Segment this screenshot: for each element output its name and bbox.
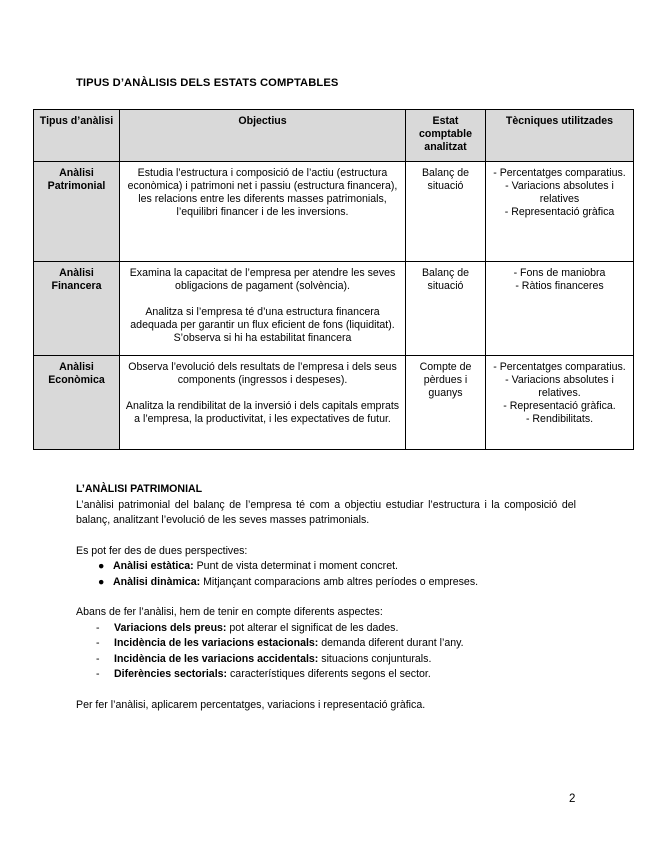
perspective-text: Punt de vista determinat i moment concret.: [193, 560, 398, 572]
objective-text: Analitza si l’empresa té d’una estructura financera adequada per garantir un flux eficient de fons (liquiditat). S’observa si hi ha estabilitat financera: [130, 306, 395, 344]
analysis-types-table: [33, 109, 634, 450]
row-techniques: [486, 262, 634, 356]
row-type: Anàlisi Patrimonial: [34, 162, 120, 262]
header-type: Tipus d’anàlisi: [34, 110, 120, 162]
list-item: [76, 667, 576, 683]
row-statement: Compte de pèrdues i guanys: [406, 356, 486, 450]
technique-item: - Ràtios financeres: [515, 280, 604, 292]
perspectives-intro: Es pot fer des de dues perspectives:: [76, 544, 248, 557]
header-techniques: Tècniques utilitzades: [486, 110, 634, 162]
table-row: [34, 162, 634, 262]
list-item: [76, 575, 576, 591]
row-objectives: [120, 162, 406, 262]
perspectives-list: [76, 559, 576, 590]
row-techniques: [486, 356, 634, 450]
technique-item: - Fons de maniobra: [513, 267, 606, 279]
aspect-text: característiques diferents segons el sector.: [227, 668, 431, 680]
list-item: [76, 621, 576, 637]
bullet-icon: ●: [98, 560, 105, 572]
objective-text: Examina la capacitat de l’empresa per atendre les seves obligacions de pagament (solvència).: [129, 267, 396, 292]
row-type: Anàlisi Financera: [34, 262, 120, 356]
technique-item: - Rendibilitats.: [525, 413, 594, 425]
aspect-term: Diferències sectorials:: [114, 668, 228, 680]
page-title: TIPUS D’ANÀLISIS DELS ESTATS COMPTABLES: [76, 77, 339, 89]
row-statement: Balanç de situació: [406, 162, 486, 262]
perspective-text: Mitjançant comparacions amb altres períodes o empreses.: [200, 575, 479, 588]
row-statement: Balanç de situació: [406, 262, 486, 356]
dash-icon: -: [96, 652, 100, 665]
patrimonial-analysis-section: [76, 482, 576, 713]
aspects-list: [76, 621, 576, 683]
objective-text: Estudia l’estructura i composició de l’actiu (estructura econòmica) i patrimoni net i passiu (estructura financera), les relacions entre les diferents masses patrimonials, l’equilibri financer i de les inversions.: [127, 167, 398, 218]
aspect-text: situacions conjunturals.: [318, 652, 432, 665]
aspect-text: demanda diferent durant l’any.: [318, 637, 464, 649]
table-row: [34, 262, 634, 356]
dash-icon: -: [96, 637, 100, 649]
technique-item: - Representació gràfica.: [503, 400, 616, 412]
objective-text: Analitza la rendibilitat de la inversió i dels capitals emprats a l’empresa, la productivitat, i les expectatives de futur.: [125, 400, 400, 425]
technique-item: - Representació gràfica: [504, 206, 615, 218]
aspects-intro: Abans de fer l’anàlisi, hem de tenir en compte diferents aspectes:: [76, 606, 383, 618]
list-item: [76, 559, 576, 575]
technique-item: - Variacions absolutes i relatives: [505, 180, 614, 205]
dash-icon: -: [96, 621, 100, 634]
table-row: [34, 356, 634, 450]
row-type: Anàlisi Econòmica: [34, 356, 120, 450]
technique-item: - Variacions absolutes i relatives.: [505, 374, 614, 399]
technique-item: - Percentatges comparatius.: [493, 167, 626, 179]
objective-text: Observa l’evolució dels resultats de l’empresa i dels seus components (ingressos i despeses).: [128, 361, 397, 386]
dash-icon: -: [96, 668, 100, 680]
aspect-term: Incidència de les variacions accidentals:: [114, 652, 319, 665]
bullet-icon: ●: [98, 575, 105, 588]
list-item: [76, 636, 576, 652]
aspect-text: pot alterar el significat de les dades.: [226, 621, 399, 634]
aspect-term: Incidència de les variacions estacionals:: [114, 637, 319, 649]
row-objectives: [120, 356, 406, 450]
perspective-term: Anàlisi dinàmica:: [113, 575, 201, 588]
header-objectives: Objectius: [120, 110, 406, 162]
row-techniques: [486, 162, 634, 262]
section-title: L’ANÀLISI PATRIMONIAL: [76, 483, 203, 495]
section-intro: L’anàlisi patrimonial del balanç de l’empresa té com a objectiu estudiar l’estructura i la composició del balanç, analitzant l’evolució de les seves masses patrimonials.: [76, 498, 576, 526]
perspective-term: Anàlisi estàtica:: [113, 560, 194, 572]
page-number: 2: [569, 793, 576, 805]
row-objectives: [120, 262, 406, 356]
list-item: [76, 652, 576, 668]
header-statement: Estat comptable analitzat: [406, 110, 486, 162]
table-header-row: [34, 110, 634, 162]
closing-text: Per fer l’anàlisi, aplicarem percentatges, variacions i representació gràfica.: [76, 698, 426, 711]
aspect-term: Variacions dels preus:: [114, 621, 227, 634]
technique-item: - Percentatges comparatius.: [493, 361, 626, 373]
